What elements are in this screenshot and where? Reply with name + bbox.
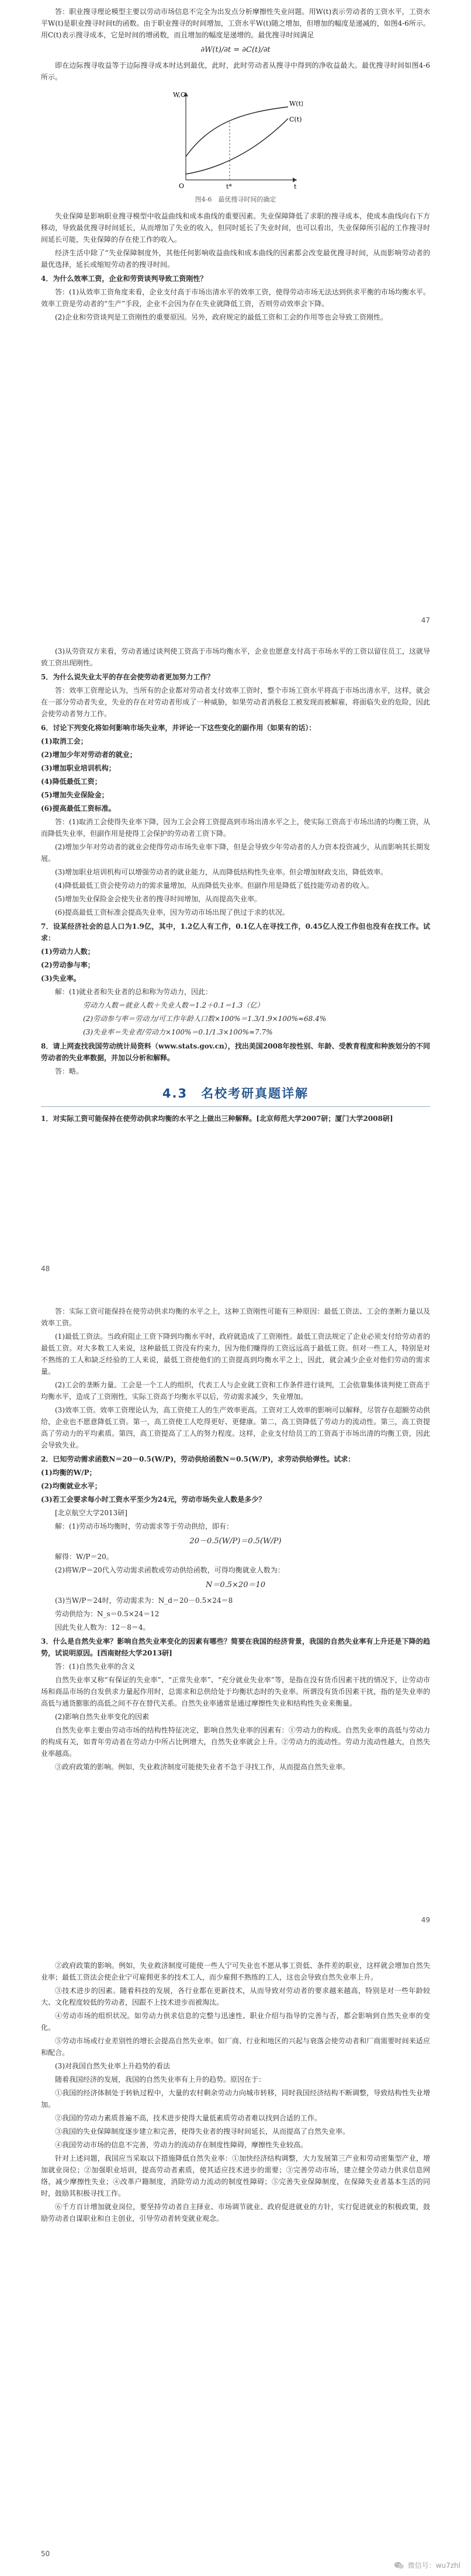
real-question-3: 3．什么是自然失业率？影响自然失业率变化的因素有哪些？简要在我国的经济背景，我国的自然失业率有上升还是下降的趋势，试说明原因。[西南财经大学2013研] xyxy=(41,1637,430,1657)
paragraph: 答：实际工资可能保持在使劳动供求均衡的水平之上，这种工资刚性可能有三种原因：最低工资法、工会的垄断力量以及效率工资。 xyxy=(41,1307,430,1327)
paragraph: 解：(1)就业者和失业者的总和称为劳动力，因此： xyxy=(55,988,212,996)
page-50-body xyxy=(41,1960,430,2226)
question-8: 8．请上网查找我国劳动统计局资料（www.stats.gov.cn），找出美国2008年按性别、年龄、受教育程度和种族划分的不同劳动者的失业率数据，并加以分析和解释。 xyxy=(41,1042,430,1062)
paragraph: (3)效率工资。效率工资理论认为，高工资使工人的生产效率更高。工资对工人效率的影响可以解释，尽管存在超额劳动供给，企业也不愿意降低工资。第一，高工资使工人吃得更好、更健康。第二，高工资降低了劳动力的流动性。第三，高工资提高了劳动力的平均素质。第四，高工资提高了工人的努力程度。这样，企业支付给员工的工资高于市场出清的均衡工资，因此会导致失业。 xyxy=(41,1406,430,1449)
paragraph: (2)影响自然失业率变化的因素 xyxy=(55,1713,149,1721)
real-question-2: 2．已知劳动需求函数N＝20－0.5(W/P)，劳动供给函数N＝0.5(W/P)，求劳动供给弹性。试求： xyxy=(41,1455,355,1463)
question-4: 4．为什么效率工资，企业和劳资谈判导致工资刚性？ xyxy=(41,275,207,283)
label-origin: O xyxy=(179,182,185,190)
paragraph: (3)从劳资双方来看，劳动者通过谈判使工资高于市场均衡水平，企业也愿意支付高于市场水平的工资以留住员工，这就导致工资出现刚性。 xyxy=(41,647,430,667)
question-item: (3)失业率。 xyxy=(41,974,81,983)
question-item: (1)均衡的W/P； xyxy=(41,1468,96,1477)
paragraph: 自然失业率主要由劳动市场的结构性特征决定，影响自然失业率的因素有：①劳动力的构成。自然失业率的高低与劳动力的构成有关，如青年劳动者在劳动力中所占比例增大，自然失业率就会上升。②劳动力的流动性。劳动力流动性越大，自然失业率越高。 xyxy=(41,1726,430,1758)
paragraph: ①我国的经济体制处于转轨过程中，大量的农村剩余劳动力向城市转移，同时我国经济结构不断调整，导致结构性失业增加。 xyxy=(41,2089,430,2109)
paragraph: ③我国的失业保障制度逐步建立和完善，使得失业者的搜寻时间延长，从而提高了自然失业率。 xyxy=(55,2127,350,2136)
curve-w xyxy=(186,107,288,157)
paragraph: 解得：W/P＝20。 xyxy=(55,1553,113,1561)
page-number: 50 xyxy=(41,2550,50,2558)
page-number: 49 xyxy=(421,1916,430,1924)
label-w: W(t) xyxy=(289,100,303,107)
question-item: (5)增加失业保险金； xyxy=(41,791,109,799)
paragraph: 答：效率工资理论认为，当所有的企业都对劳动者支付效率工资时，整个市场工资水平将高于市场出清水平，这样，就会在一部分劳动者失业，失业的存在对劳动者形成了一种威胁，如果劳动者消极怠工被发现而被解雇，将面临失业的危险，因此会使劳动者努力工作。 xyxy=(41,686,430,718)
wechat-icon xyxy=(394,2561,404,2570)
question-6: 6．讨论下列变化将如何影响市场失业率，并评论一下这些变化的副作用（如果有的话）： xyxy=(41,724,316,732)
paragraph: 解：(1)劳动市场均衡时，劳动需求等于劳动供给，即有： xyxy=(55,1522,234,1530)
paragraph: (3)增加职业培训机构可以增强劳动者的就业能力，从而降低结构性失业率。但会增加财政支出，降低效率。 xyxy=(55,868,388,876)
paragraph: 答：(1)从效率工资角度来看，企业支付高于市场出清水平的效率工资，使得劳动市场无法达到供求平衡的市场均衡水平。效率工资是劳动者的“生产”手段，企业不会因为存在失业就降低工资，否则劳动效率会下降。 xyxy=(41,288,430,308)
paragraph: (4)降低最低工资会使劳动力的需求量增加，从而降低失业率。但副作用是降低了低技能劳动者的收入。 xyxy=(55,881,374,890)
curve-c xyxy=(186,119,288,174)
paragraph: ③政府政策的影响。例如，失业救济制度可能使失业者不急于寻找工作，从而提高自然失业率。 xyxy=(55,1763,350,1771)
paragraph: ②我国的劳动力素质普遍不高，技术进步使得大量低素质劳动者难以找到合适的工作。 xyxy=(55,2114,322,2122)
paragraph: ④我国劳动市场的信息不完善，劳动力的流动存在制度性障碍，摩擦性失业较高。 xyxy=(55,2141,308,2149)
page-48-body xyxy=(41,645,430,1126)
watermark xyxy=(394,2560,460,2570)
paragraph: 随着我国经济的发展，我国的自然失业率有上升的趋势。原因在于： xyxy=(55,2075,266,2084)
paragraph: (3)对我国自然失业率上升趋势的看法 xyxy=(55,2062,170,2070)
formula: N＝0.5×20＝10 xyxy=(205,1581,266,1589)
page-number: 47 xyxy=(421,616,430,624)
question-item: (1)取消工会； xyxy=(41,737,88,745)
page-47-body xyxy=(41,6,430,325)
label-tstar: t* xyxy=(226,183,232,190)
paragraph: 劳动供给为：N_s＝0.5×24＝12 xyxy=(55,1610,160,1618)
label-y: W,C xyxy=(173,91,186,99)
formula: ∂W(t)/∂t = ∂C(t)/∂t xyxy=(200,46,271,54)
paragraph: (5)增加失业保险金会使失业者的搜寻时间增加，从而提高失业率。 xyxy=(55,895,262,903)
x-arrow xyxy=(293,178,297,182)
paragraph: 失业保障是影响职业搜寻模型中收益曲线和成本曲线的重要因素。失业保障降低了求职的搜寻成本，使成本曲线向右下方移动，导致最优搜寻时间延长，从而增加了失业的收入，但同时延长了失业时间，也可以看出，失业保障所引起的工作搜寻时间延长可能，失业保障的存在使工作的收入。 xyxy=(41,212,430,244)
question-item: (2)劳动参与率； xyxy=(41,961,95,969)
figure-svg xyxy=(168,86,303,192)
question-7: 7．设某经济社会的总人口为1.9亿，其中，1.2亿人有工作，0.1亿人在寻找工作，0.45亿人没工作但也没有在找工作。试求： xyxy=(41,922,430,942)
question-item: (3)若工会要求每小时工资水平至少为24元，劳动市场失业人数是多少？ xyxy=(41,1495,266,1504)
paragraph: ④劳动市场的组织状况。如劳动力供求信息的完整与迅速性、职业介绍与指导的完善与否，都会影响到自然失业率的变化。 xyxy=(41,2012,430,2032)
math-line: (3)失业率＝失业者/劳动力×100%＝0.1/1.3×100%≈7.7% xyxy=(83,1028,273,1036)
section-title: 4.3 名校考研真题详解 xyxy=(162,1086,309,1100)
question-item: (6)提高最低工资标准。 xyxy=(41,804,116,813)
section-divider xyxy=(41,1106,430,1107)
paragraph: (2)将W/P＝20代入劳动需求函数或劳动供给函数，可得均衡就业人数为： xyxy=(55,1566,285,1574)
paragraph: 针对上述问题，我国应当采取以下措施降低自然失业率：①加快经济结构调整，大力发展第三产业和劳动密集型产业，增加就业岗位；②加强职业培训，提高劳动者素质，使其适应技术进步的需要；③完善劳动市场，建立健全劳动力供求信息网络，减少摩擦性失业；④改革户籍制度，消除劳动力流动的制度性障碍；⑤完善失业保障制度，在保障失业者基本生活的同时，鼓励其积极寻找工作。 xyxy=(41,2154,430,2197)
paragraph: 答：(1)取消工会使得失业率下降，因为工会会将工资提高到市场出清水平之上，使实际工资高于市场出清的均衡工资，从而降低失业率，但副作用是使得工会保护的劳动者工资下降。 xyxy=(41,818,430,838)
figure-optimal-search xyxy=(168,86,303,192)
page-47 xyxy=(0,0,471,634)
question-item: (2)均衡就业水平； xyxy=(41,1482,102,1490)
paragraph: 即在边际搜寻收益等于边际搜寻成本时达到最优，此时，此时劳动者从搜寻中得到的净收益最大。最优搜寻时间如图4-6所示。 xyxy=(41,61,430,81)
paragraph: (2)企业和劳资谈判是工资刚性的重要原因。另外，政府规定的最低工资和工会的作用等也会导致工资刚性。 xyxy=(55,313,388,321)
paragraph: ②政府政策的影响。例如，失业救济制度可能使一些人宁可失业也不愿从事工资低、条件差的职业，这样就会增加自然失业率；最低工资法会使企业宁可雇佣更多的技术工人，而少雇佣不熟练的工人，这也会导致自然失业率上升。 xyxy=(41,1961,430,1981)
paragraph: 自然失业率又称“有保证的失业率”、“正常失业率”、“充分就业失业率”等，是指在没有货币因素干扰的情况下，让劳动市场和商品市场的自发供求力量起作用时，总需求和总供给处于均衡状态时的失业率。所谓没有货币因素干扰，指的是失业率的高低与通货膨胀的高低之间不存在替代关系。自然失业率通常是通过摩擦性失业和结构性失业来衡量。 xyxy=(41,1676,430,1707)
paragraph: (6)提高最低工资标准会提高失业率，因为劳动市场出现了供过于求的状况。 xyxy=(55,908,290,916)
paragraph: (1)最低工资法。当政府阻止工资下降到均衡水平时，政府就造成了工资刚性。最低工资法规定了企业必须支付给劳动者的最低工资。对大多数工人来说，这种最低工资没有约束力，因为他们赚得的工资远远高于最低工资。但对一些工人，特别是对不熟练的工人和缺乏经验的工人来说，最低工资使他们的工资提高到均衡水平之上，因此，就会减少企业对他们劳动的需求量。 xyxy=(41,1332,430,1376)
question-5: 5．为什么说失业太平的存在会使劳动者更加努力工作？ xyxy=(41,673,214,681)
paragraph: 经济生活中除了“失业保障制度外，其他任何影响收益曲线和成本曲线的因素都会改变最优搜寻时间，从而影响劳动者的最优选择，延长或缩短劳动者的搜寻时间。 xyxy=(41,249,430,269)
question-item: (3)增加职业培训机构； xyxy=(41,764,116,772)
paragraph: ③技术进步的因素。随着科技的发展，各行业都在更新技术，从而导致对劳动者的要求越来越高，特别是对一些年龄较大、文化程度较低的劳动者，因跟不上技术进步而被淘汰。 xyxy=(41,1987,430,2006)
paragraph: ⑤劳动市场或行业差别性的增长会提高自然失业率。如厂商、行业和地区的兴起与衰落会使劳动者和厂商需要时间来适应和配合。 xyxy=(41,2037,430,2057)
paragraph: 答：(1)自然失业率的含义 xyxy=(55,1662,135,1671)
page-49-body xyxy=(41,1306,430,1775)
question-item: (4)降低最低工资； xyxy=(41,777,102,786)
paragraph: 答：职业搜寻理论模型主要以劳动市场信息不完全为出发点分析摩擦性失业问题。用W(t)表示劳动者的工资水平，工资水平W(t)是职业搜寻时间t的函数。由于职业搜寻的时间增加，工资水平W(t)随之增加，但增加的幅度是递减的，如图4-6所示。用C(t)表示搜寻成本，它是时间的增函数，而且增加的幅度是递增的。最优搜寻时间满足 xyxy=(41,8,430,39)
label-t: t xyxy=(294,183,297,190)
question-item: (2)增加少年对劳动者的就业； xyxy=(41,751,137,759)
page-48 xyxy=(0,634,471,1282)
page-number: 48 xyxy=(41,1265,50,1273)
question-source: [北京航空大学2013研] xyxy=(55,1509,127,1517)
paragraph: (3)当W/P＝24时，劳动需求为：N_d＝20－0.5×24＝8 xyxy=(55,1596,233,1605)
paragraph: 因此失业人数为：12－8＝4。 xyxy=(55,1623,150,1631)
paragraph: ⑥千方百计增加就业岗位，要坚持劳动者自主择业、市场调节就业、政府促进就业的方针，实行促进就业的积极政策，鼓励劳动者自谋职业和自主创业，引导劳动者转变就业观念。 xyxy=(41,2203,430,2223)
figure-caption: 图4-6 最优搜寻时间的确定 xyxy=(195,196,276,203)
question-item: (1)劳动力人数； xyxy=(41,947,95,956)
watermark-text: 微信号：wu7zhl xyxy=(407,2561,460,2570)
formula: 20－0.5(W/P)＝0.5(W/P) xyxy=(189,1537,282,1546)
math-line: 劳动力人数＝就业人数＋失业人数＝1.2＋0.1＝1.3（亿） xyxy=(83,1001,264,1009)
math-line: (2)劳动参与率＝劳动力/可工作年龄人口数×100%＝1.3/1.9×100%≈68.4% xyxy=(83,1015,327,1023)
paragraph: (2)工会的垄断力量。工会是一个工人的组织，代表工人与企业就工资和工作条件进行谈判，工会依靠集体谈判使工资高于均衡水平，造成了工资刚性，实际工资高于均衡水平以后，劳动需求减少，失业增加。 xyxy=(41,1381,430,1401)
paragraph: 答：略。 xyxy=(55,1067,84,1075)
label-c: C(t) xyxy=(289,116,302,123)
paragraph: (2)增加少年对劳动者的就业会使得劳动市场失业率下降，但是会导致少年劳动者的人力资本投资减少，从而影响其长期发展。 xyxy=(41,843,430,863)
page-49 xyxy=(0,1282,471,1933)
page-50 xyxy=(0,1933,471,2576)
real-question-1: 1．对实际工资可能保持在使劳动供求均衡的水平之上做出三种解释。[北京师范大学2007研；厦门大学2008研] xyxy=(41,1115,393,1123)
